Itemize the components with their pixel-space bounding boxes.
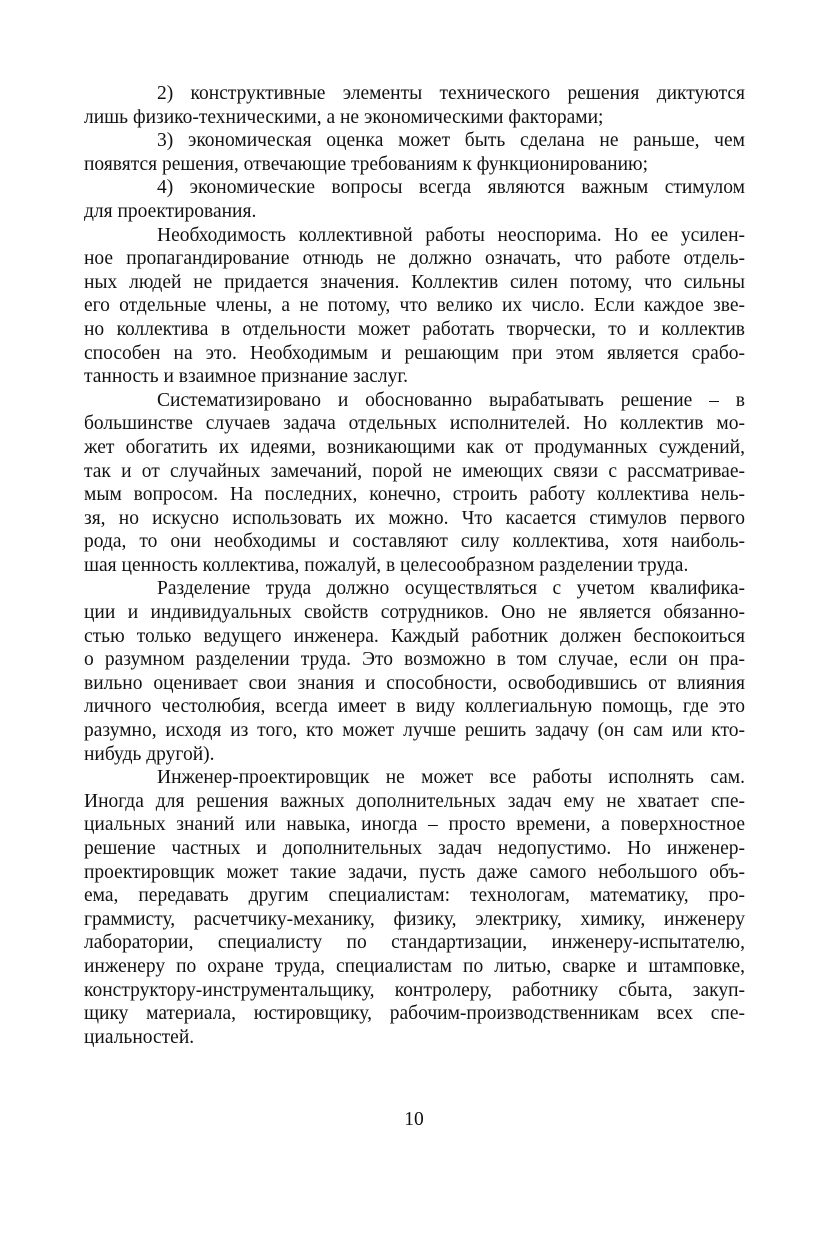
text-line: для проектирования. xyxy=(84,200,257,222)
text-line: личного честолюбия, всегда имеет в виду коллегиальную помощь, где это xyxy=(84,696,745,718)
text-line: Систематизировано и обоснованно вырабатывать решение – в xyxy=(157,389,745,411)
text-line: Разделение труда должно осуществляться с учетом квалифика- xyxy=(157,578,745,600)
text-line: ных людей не придается значения. Коллектив силен потому, что сильны xyxy=(84,271,745,293)
text-line: циальностей. xyxy=(84,1026,195,1048)
text-line: но коллектива в отдельности может работать творчески, то и коллектив xyxy=(84,318,745,340)
text-line: вильно оценивает свои знания и способности, освободившись от влияния xyxy=(84,672,745,694)
paragraph xyxy=(84,82,745,129)
text-line: рода, то они необходимы и составляют силу коллектива, хотя наиболь- xyxy=(84,531,745,553)
text-line: нибудь другой). xyxy=(84,743,215,765)
text-line: зя, но искусно использовать их можно. Что касается стимулов первого xyxy=(84,507,745,529)
text-line: о разумном разделении труда. Это возможно в том случае, если он пра- xyxy=(84,649,745,671)
text-line: разумно, исходя из того, кто может лучше решить задачу (он сам или кто- xyxy=(84,720,745,742)
paragraph xyxy=(84,129,745,176)
text-line: его отдельные члены, а не потому, что велико их число. Если каждое зве- xyxy=(84,295,745,317)
text-line: так и от случайных замечаний, порой не имеющих связи с рассматривае- xyxy=(84,460,745,482)
text-line: 4) экономические вопросы всегда являются важным стимулом xyxy=(157,177,745,199)
paragraph xyxy=(84,766,745,1049)
text-line: шая ценность коллектива, пожалуй, в целесообразном разделении труда. xyxy=(84,554,689,576)
text-line: стью только ведущего инженера. Каждый работник должен беспокоиться xyxy=(84,625,745,647)
text-line: решение частных и дополнительных задач недопустимо. Но инженер- xyxy=(84,838,745,859)
paragraph xyxy=(84,577,745,766)
body-text xyxy=(84,82,745,1049)
text-line: 2) конструктивные элементы технического решения диктуются xyxy=(157,83,745,104)
text-line: конструктору-инструментальщику, контролеру, работнику сбыта, закуп- xyxy=(84,979,745,1001)
text-line: Иногда для решения важных дополнительных задач ему не хватает спе- xyxy=(84,790,745,812)
paragraph xyxy=(84,224,745,389)
text-line: Необходимость коллективной работы неоспорима. Но ее усилен- xyxy=(157,224,745,246)
text-line: ема, передавать другим специалистам: технологам, математику, про- xyxy=(84,885,745,907)
text-line: лаборатории, специалисту по стандартизации, инженеру-испытателю, xyxy=(84,932,745,954)
text-line: жет обогатить их идеями, возникающими как от продуманных суждений, xyxy=(84,436,745,458)
text-line: лишь физико-техническими, а не экономическими факторами; xyxy=(84,106,604,128)
text-line: большинстве случаев задача отдельных исполнителей. Но коллектив мо- xyxy=(84,413,745,435)
text-line: инженеру по охране труда, специалистам по литью, сварке и штамповке, xyxy=(84,955,745,977)
text-line: проектировщик может такие задачи, пусть даже самого небольшого объ- xyxy=(84,861,745,883)
text-line: щику материала, юстировщику, рабочим-производственникам всех спе- xyxy=(84,1003,745,1025)
text-line: способен на это. Необходимым и решающим при этом является срабо- xyxy=(84,342,745,364)
text-line: граммисту, расчетчику-механику, физику, электрику, химику, инженеру xyxy=(84,908,745,930)
page-number: 10 xyxy=(404,1109,424,1130)
text-line: мым вопросом. На последних, конечно, строить работу коллектива нель- xyxy=(84,484,745,506)
text-line: Инженер-проектировщик не может все работы исполнять сам. xyxy=(157,767,745,789)
text-line: появятся решения, отвечающие требованиям к функционированию; xyxy=(84,153,649,175)
text-line: ное пропагандирование отнюдь не должно означать, что работе отдель- xyxy=(84,248,745,270)
text-line: ции и индивидуальных свойств сотрудников. Оно не является обязанно- xyxy=(84,602,745,624)
text-line: танность и взаимное признание заслуг. xyxy=(84,366,409,388)
paragraph xyxy=(84,389,745,578)
text-line: циальных знаний или навыка, иногда – просто времени, а поверхностное xyxy=(84,814,745,836)
text-line: 3) экономическая оценка может быть сделана не раньше, чем xyxy=(157,130,745,152)
paragraph xyxy=(84,176,745,223)
